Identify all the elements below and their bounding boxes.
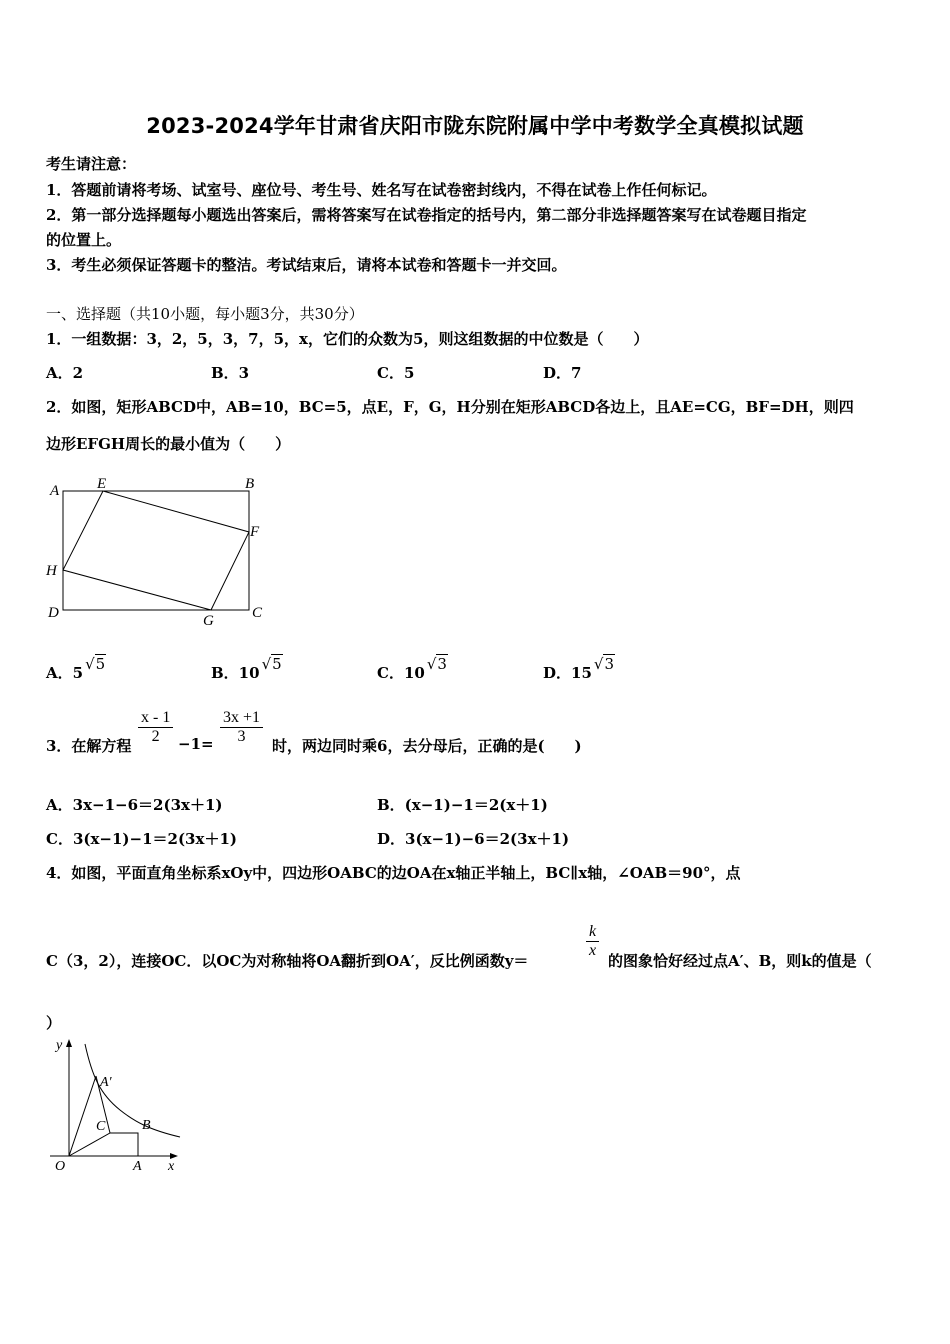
notice-item-2-cont: 的位置上。 xyxy=(46,231,122,249)
label-y: y xyxy=(56,1038,63,1053)
q3-option-a: A．3x−1−6＝2(3x＋1) xyxy=(46,796,223,814)
label-f: F xyxy=(250,524,260,540)
quad-efgh xyxy=(63,491,249,610)
q3-mid: −1= xyxy=(178,735,214,753)
label-b: B xyxy=(142,1118,151,1133)
label-o: O xyxy=(55,1159,66,1174)
q3-option-b: B．(x−1)−1＝2(x＋1) xyxy=(377,796,548,814)
q2-option-d: D．15 √3 xyxy=(543,655,614,682)
q1-option-d: D．7 xyxy=(543,364,582,382)
label-a: A xyxy=(50,483,60,499)
q3-fraction-1: x - 1 2 xyxy=(138,709,173,746)
rect-abcd xyxy=(63,491,249,610)
notice-heading: 考生请注意： xyxy=(46,155,137,173)
label-c: C xyxy=(252,605,263,621)
q3-prefix: 3．在解方程 xyxy=(46,737,132,755)
q1-stem: 1．一组数据：3，2，5，3，7，5，x，它们的众数为5，则这组数据的中位数是（ ） xyxy=(46,330,649,348)
label-b: B xyxy=(245,476,255,492)
q4-stem-line2-pre: C（3，2），连接OC．以OC为对称轴将OA翻折到OA′，反比例函数y＝ xyxy=(46,952,529,970)
q2-option-c: C．10 √3 xyxy=(377,655,447,682)
q4-stem-line1: 4．如图，平面直角坐标系xOy中，四边形OABC的边OA在x轴正半轴上，BC∥x轴，∠OAB＝90°，点 xyxy=(46,864,741,882)
q2-stem-line2: 边形EFGH周长的最小值为（ ） xyxy=(46,435,291,453)
q4-coordinate-figure xyxy=(40,1036,190,1181)
y-axis-arrow xyxy=(66,1039,72,1047)
label-h: H xyxy=(46,563,57,579)
notice-item-3: 3．考生必须保证答题卡的整洁。考试结束后，请将本试卷和答题卡一并交回。 xyxy=(46,256,567,274)
q2-stem-line1: 2．如图，矩形ABCD中，AB=10，BC=5，点E，F，G，H分别在矩形ABCD各边上，且AE=CG，BF=DH，则四 xyxy=(46,398,854,416)
q3-fraction-2: 3x +1 3 xyxy=(220,709,263,746)
q2-rectangle-figure xyxy=(40,472,280,632)
section-heading: 一、选择题（共10小题，每小题3分，共30分） xyxy=(46,305,364,323)
q4-stem-line3: ） xyxy=(46,1014,62,1032)
q2-option-b: B．10 √5 xyxy=(211,655,282,682)
label-c: C xyxy=(96,1119,106,1134)
q4-fraction: k x xyxy=(586,923,599,960)
segment-oa-prime xyxy=(69,1076,96,1156)
label-e: E xyxy=(97,476,107,492)
label-x: x xyxy=(168,1159,175,1174)
label-g: G xyxy=(203,613,214,629)
notice-item-1: 1．答题前请将考场、试室号、座位号、考生号、姓名写在试卷密封线内，不得在试卷上作任何标记。 xyxy=(46,181,717,199)
quad-oabc xyxy=(69,1133,138,1156)
label-d: D xyxy=(48,605,59,621)
q3-option-c: C．3(x−1)−1＝2(3x＋1) xyxy=(46,830,237,848)
label-a-prime: A′ xyxy=(100,1075,112,1090)
q3-suffix: 时，两边同时乘6，去分母后，正确的是( ) xyxy=(272,737,582,755)
q3-option-d: D．3(x−1)−6＝2(3x＋1) xyxy=(377,830,570,848)
q1-option-a: A．2 xyxy=(46,364,84,382)
q4-stem-line2-post: 的图象恰好经过点A′、B，则k的值是（ xyxy=(608,952,872,970)
notice-item-2: 2．第一部分选择题每小题选出答案后，需将答案写在试卷指定的括号内，第二部分非选择题答案写在试卷题目指定 xyxy=(46,206,807,224)
page-title: 2023-2024学年甘肃省庆阳市陇东院附属中学中考数学全真模拟试题 xyxy=(146,114,804,138)
q1-option-c: C．5 xyxy=(377,364,415,382)
label-a: A xyxy=(133,1159,142,1174)
q1-option-b: B．3 xyxy=(211,364,250,382)
q2-option-a: A．5 √5 xyxy=(46,655,106,682)
